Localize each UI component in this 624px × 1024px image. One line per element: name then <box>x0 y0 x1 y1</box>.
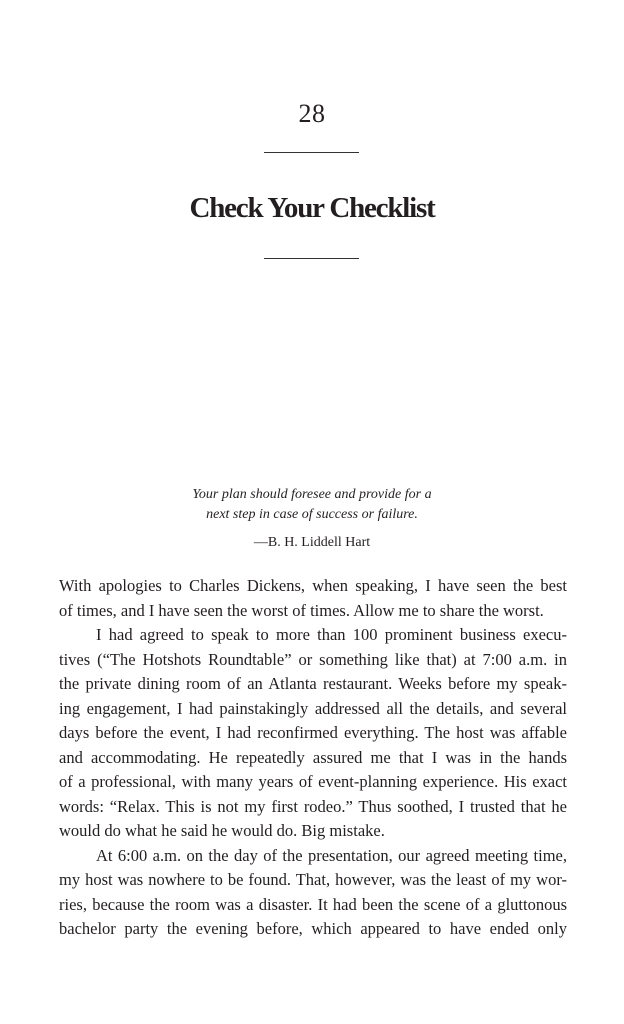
text-line: of a professional, with many years of event-planning experience. His exact <box>59 772 567 791</box>
text-line: of times, and I have seen the worst of times. Allow me to share the worst. <box>59 600 544 620</box>
epigraph-line: Your plan should foresee and provide for a <box>192 487 432 502</box>
text-line: ries, because the room was a disaster. It had been the scene of a gluttonous <box>59 894 567 914</box>
text-line: would do what he said he would do. Big mistake. <box>59 821 385 840</box>
chapter-number: 28 <box>298 99 326 128</box>
text-line: At 6:00 a.m. on the day of the presentation, our agreed meeting time, <box>96 845 567 865</box>
body-text <box>59 574 567 942</box>
text-line: my host was nowhere to be found. That, however, was the least of my wor- <box>59 870 567 889</box>
text-line: words: “Relax. This is not my first rodeo.” Thus soothed, I trusted that he <box>59 796 567 816</box>
title-rule-bottom <box>264 258 359 259</box>
text-line: and accommodating. He repeatedly assured me that I was in the hands <box>59 747 567 767</box>
text-line: bachelor party the evening before, which appeared to have ended only <box>59 919 567 938</box>
epigraph-attribution: —B. H. Liddell Hart <box>253 535 371 550</box>
chapter-title: Check Your Checklist <box>189 192 435 224</box>
text-line: With apologies to Charles Dickens, when speaking, I have seen the best <box>59 576 567 595</box>
text-line: tives (“The Hotshots Roundtable” or something like that) at 7:00 a.m. in <box>59 649 567 669</box>
epigraph-line: next step in case of success or failure. <box>206 507 418 522</box>
text-line: days before the event, I had reconfirmed everything. The host was affable <box>59 723 567 742</box>
text-line: I had agreed to speak to more than 100 prominent business execu- <box>96 625 567 644</box>
epigraph <box>150 485 474 525</box>
title-rule-top <box>264 152 359 153</box>
text-line: ing engagement, I had painstakingly addressed all the details, and several <box>59 698 567 718</box>
text-line: the private dining room of an Atlanta restaurant. Weeks before my speak- <box>59 674 567 693</box>
